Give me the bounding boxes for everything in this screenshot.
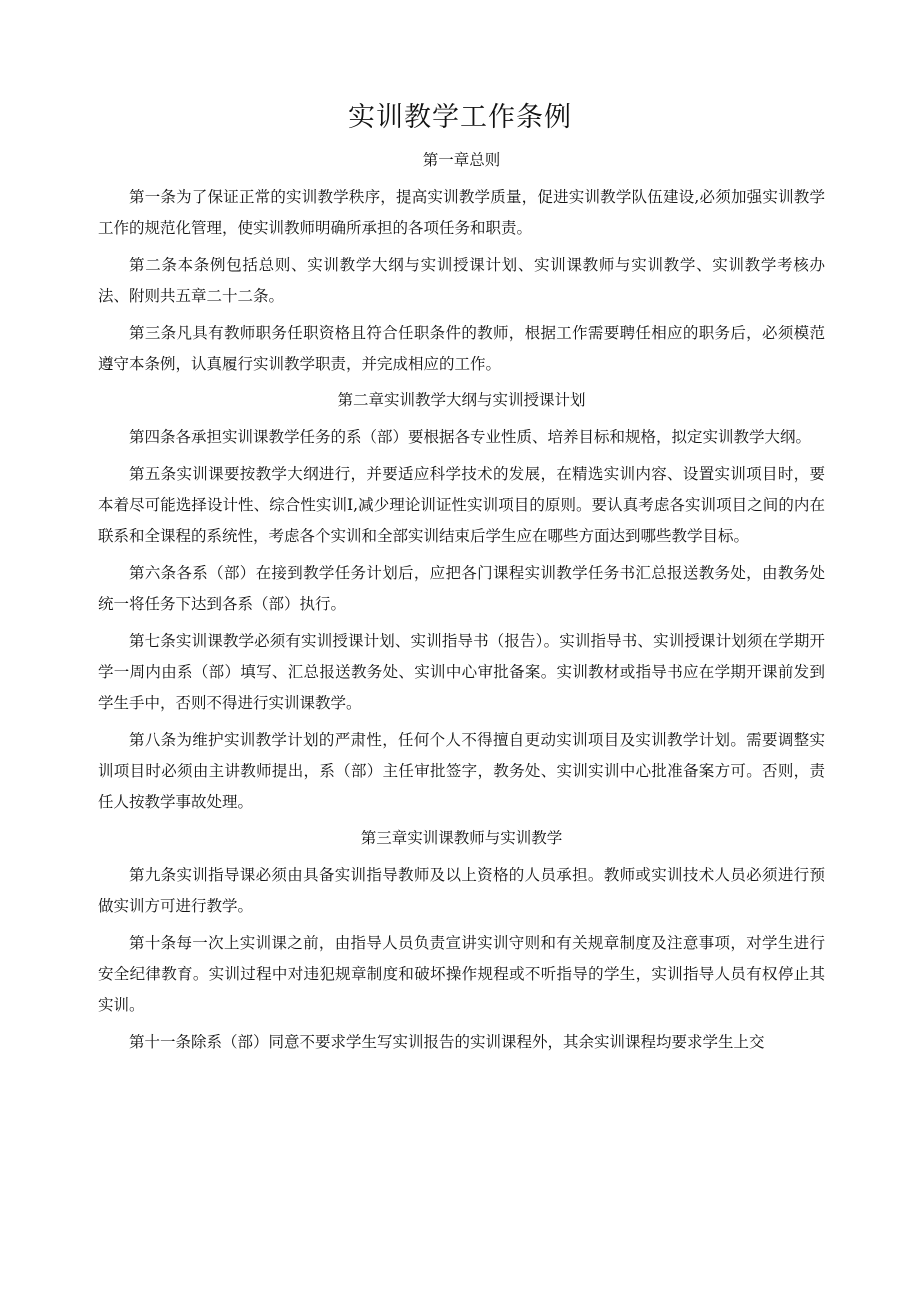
article-10: 第十条每一次上实训课之前，由指导人员负责宣讲实训守则和有关规章制度及注意事项，对学生进行安全纪律教育。实训过程中对违犯规章制度和破坏操作规程或不听指导的学生，实训指导人员有权停止其实训。 bbox=[98, 934, 825, 1014]
article-8: 第八条为维护实训教学计划的严肃性，任何个人不得擅自更动实训项目及实训教学计划。需要调整实训项目时必须由主讲教师提出，系（部）主任审批签字，教务处、实训实训中心批准备案方可。否则，责任人按教学事故处理。 bbox=[98, 731, 825, 811]
article-2: 第二条本条例包括总则、实训教学大纲与实训授课计划、实训课教师与实训教学、实训教学考核办法、附则共五章二十二条。 bbox=[98, 256, 825, 305]
article-6: 第六条各系（部）在接到教学任务计划后，应把各门课程实训教学任务书汇总报送教务处，由教务处统一将任务下达到各系（部）执行。 bbox=[98, 564, 825, 613]
article-7: 第七条实训课教学必须有实训授课计划、实训指导书（报告）。实训指导书、实训授课计划须在学期开学一周内由系（部）填写、汇总报送教务处、实训中心审批备案。实训教材或指导书应在学期开课前发到学生手中，否则不得进行实训课教学。 bbox=[98, 632, 825, 712]
chapter-heading-3: 第三章实训课教师与实训教学 bbox=[360, 829, 563, 847]
article-4: 第四条各承担实训课教学任务的系（部）要根据各专业性质、培养目标和规格，拟定实训教学大纲。 bbox=[129, 428, 812, 446]
document-body bbox=[98, 146, 825, 1064]
chapter-heading-1: 第一章总则 bbox=[422, 151, 501, 169]
article-3: 第三条凡具有教师职务任职资格且符合任职条件的教师，根据工作需要聘任相应的职务后，必须模范遵守本条例，认真履行实训教学职责，并完成相应的工作。 bbox=[98, 324, 825, 373]
article-1: 第一条为了保证正常的实训教学秩序，提高实训教学质量，促进实训教学队伍建设,必须加强实训教学工作的规范化管理，使实训教师明确所承担的各项任务和职责。 bbox=[98, 188, 825, 237]
article-5: 第五条实训课要按教学大纲进行，并要适应科学技术的发展，在精选实训内容、设置实训项目时，要本着尽可能选择设计性、综合性实训I,减少理论训证性实训项目的原则。要认真考虑各实训项目之间的内在联系和全课程的系统性，考虑各个实训和全部实训结束后学生应在哪些方面达到哪些教学目标。 bbox=[98, 465, 825, 545]
article-9: 第九条实训指导课必须由具备实训指导教师及以上资格的人员承担。教师或实训技术人员必须进行预做实训方可进行教学。 bbox=[98, 866, 825, 915]
article-11: 第十一条除系（部）同意不要求学生写实训报告的实训课程外，其余实训课程均要求学生上交 bbox=[129, 1033, 765, 1051]
chapter-heading-2: 第二章实训教学大纲与实训授课计划 bbox=[337, 391, 586, 409]
document-title: 实训教学工作条例 bbox=[348, 102, 572, 133]
